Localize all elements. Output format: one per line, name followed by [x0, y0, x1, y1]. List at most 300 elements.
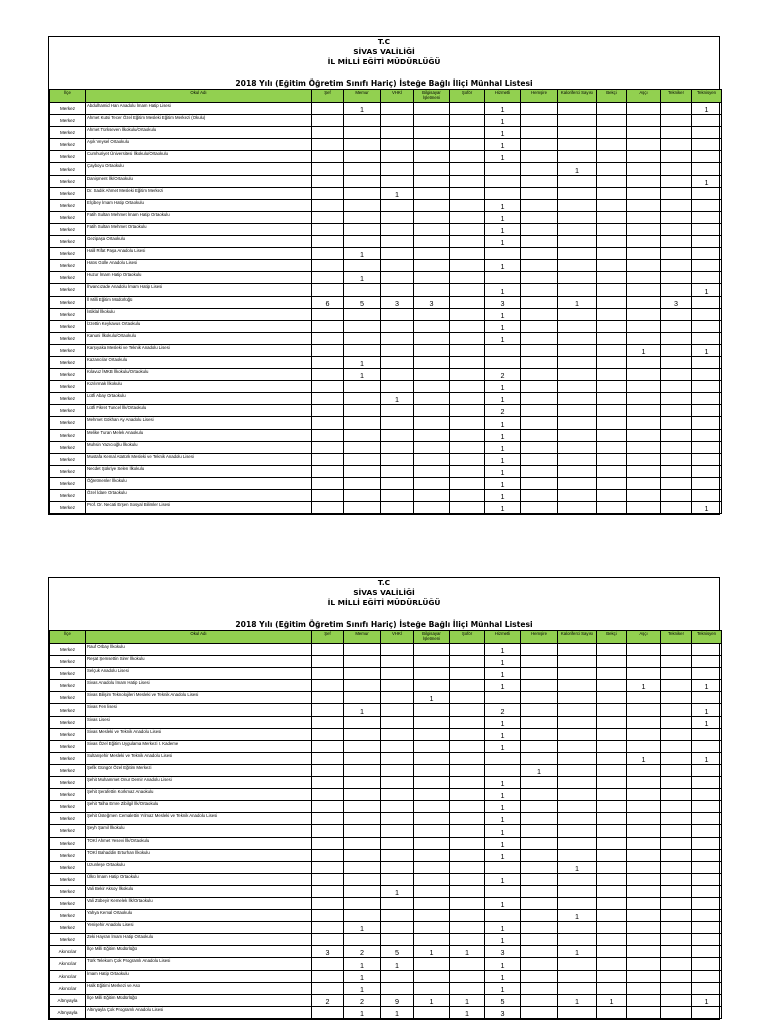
staff-count-cell [344, 139, 381, 151]
staff-count-cell [597, 825, 627, 837]
staff-count-cell: 1 [485, 139, 521, 151]
staff-count-cell [485, 272, 521, 284]
staff-count-cell [597, 417, 627, 429]
school-name-cell: İzzettin Keykavus Ortaokulu [86, 320, 312, 332]
school-name-cell: Lütfi Abay Ortaokulu [86, 393, 312, 405]
column-header-row [50, 631, 722, 644]
staff-count-cell [312, 825, 344, 837]
staff-count-cell [344, 885, 381, 897]
staff-count-cell [627, 236, 661, 248]
staff-count-cell [344, 740, 381, 752]
staff-count-cell: 1 [485, 740, 521, 752]
staff-count-cell [344, 260, 381, 272]
staff-count-cell [381, 728, 414, 740]
staff-count-cell: 1 [692, 103, 722, 115]
column-header: Bilgisayar İşletmeni [414, 90, 450, 103]
school-name-cell: Şehit Talha Emre Zibilgil İlk/Ortaokulu [86, 801, 312, 813]
staff-count-cell [692, 490, 722, 502]
column-header: İlçe [50, 631, 86, 644]
staff-count-cell [597, 502, 627, 514]
staff-count-cell [692, 465, 722, 477]
district-cell: Merkez [50, 873, 86, 885]
staff-count-cell [627, 982, 661, 994]
staff-count-cell [521, 740, 558, 752]
table-row [50, 272, 722, 284]
staff-count-cell [558, 199, 597, 211]
table-row [50, 502, 722, 514]
staff-count-cell [312, 704, 344, 716]
staff-count-cell [597, 777, 627, 789]
staff-count-cell [558, 175, 597, 187]
staff-count-cell [521, 429, 558, 441]
table-row [50, 897, 722, 909]
staff-count-cell [312, 764, 344, 776]
staff-count-cell [312, 405, 344, 417]
staff-count-cell [627, 115, 661, 127]
staff-count-cell [627, 163, 661, 175]
staff-count-cell [521, 789, 558, 801]
staff-count-cell [558, 284, 597, 296]
school-name-cell: Sivas Bilişim Teknolojileri Mesleki ve Teknik Anadolu Lisesi [86, 692, 312, 704]
staff-count-cell [597, 429, 627, 441]
staff-count-cell [692, 668, 722, 680]
column-header: Aşçı [627, 631, 661, 644]
staff-count-cell: 1 [558, 946, 597, 958]
staff-count-cell [344, 910, 381, 922]
staff-count-cell [414, 284, 450, 296]
staff-count-cell: 1 [344, 958, 381, 970]
staff-count-cell [661, 934, 692, 946]
table-row [50, 716, 722, 728]
staff-count-cell: 1 [485, 982, 521, 994]
staff-count-cell [661, 393, 692, 405]
staff-count-cell [381, 716, 414, 728]
staff-count-cell [312, 417, 344, 429]
header-valilik: SİVAS VALİLİĞİ [353, 47, 415, 56]
staff-count-cell [661, 175, 692, 187]
staff-count-cell [450, 369, 485, 381]
staff-count-cell [312, 248, 344, 260]
staff-count-cell [627, 849, 661, 861]
staff-count-cell [661, 1006, 692, 1018]
staff-count-cell [692, 417, 722, 429]
school-name-cell: Ahmet Kutsi Tecer Özel Eğitim Mesleki Eğitim Merkezi (Okulu) [86, 115, 312, 127]
staff-count-cell [597, 656, 627, 668]
school-name-cell: Karşıyaka Mesleki ve Teknik Anadolu Lisesi [86, 344, 312, 356]
staff-count-cell [521, 692, 558, 704]
staff-count-cell: 5 [381, 946, 414, 958]
staff-count-cell: 1 [692, 716, 722, 728]
staff-count-cell [344, 175, 381, 187]
staff-count-cell [312, 861, 344, 873]
staff-count-cell [692, 946, 722, 958]
staff-count-cell [558, 692, 597, 704]
staff-count-cell [661, 260, 692, 272]
staff-count-cell [521, 417, 558, 429]
staff-count-cell [661, 332, 692, 344]
staff-count-cell [692, 910, 722, 922]
staff-count-cell [414, 502, 450, 514]
staff-count-cell [661, 139, 692, 151]
staff-count-cell [312, 381, 344, 393]
staff-count-cell [312, 680, 344, 692]
munhal-table [49, 630, 722, 1019]
column-header: Şef [312, 90, 344, 103]
staff-count-cell [597, 1006, 627, 1018]
staff-count-cell [661, 801, 692, 813]
staff-count-cell [661, 502, 692, 514]
district-cell: Akıncılar [50, 958, 86, 970]
sheet-header [49, 37, 719, 89]
staff-count-cell [558, 223, 597, 235]
staff-count-cell [381, 910, 414, 922]
staff-count-cell [381, 429, 414, 441]
staff-count-cell: 1 [692, 502, 722, 514]
staff-count-cell [312, 429, 344, 441]
staff-count-cell [521, 849, 558, 861]
staff-count-cell [597, 970, 627, 982]
staff-count-cell [381, 344, 414, 356]
district-cell: Merkez [50, 477, 86, 489]
staff-count-cell [414, 825, 450, 837]
staff-count-cell [692, 139, 722, 151]
staff-count-cell [521, 1006, 558, 1018]
staff-count-cell [414, 103, 450, 115]
staff-count-cell [381, 897, 414, 909]
staff-count-cell [312, 139, 344, 151]
district-cell: Merkez [50, 740, 86, 752]
staff-count-cell [344, 284, 381, 296]
school-name-cell: Türk Telekom Çok Programlı Anadolu Lisesi [86, 958, 312, 970]
table-row [50, 704, 722, 716]
staff-count-cell [312, 970, 344, 982]
staff-count-cell [450, 429, 485, 441]
staff-count-cell [661, 994, 692, 1006]
staff-count-cell [521, 139, 558, 151]
staff-count-cell [344, 477, 381, 489]
staff-count-cell [521, 223, 558, 235]
staff-count-cell: 1 [485, 958, 521, 970]
staff-count-cell [450, 873, 485, 885]
staff-count-cell [558, 332, 597, 344]
header-spacer [49, 608, 719, 619]
table-row [50, 934, 722, 946]
district-cell: Merkez [50, 332, 86, 344]
staff-count-cell [312, 187, 344, 199]
staff-count-cell: 3 [485, 946, 521, 958]
staff-count-cell [381, 236, 414, 248]
staff-count-cell: 1 [485, 429, 521, 441]
staff-count-cell [414, 922, 450, 934]
staff-count-cell [661, 163, 692, 175]
staff-count-cell [627, 308, 661, 320]
staff-count-cell [692, 922, 722, 934]
staff-count-cell: 1 [627, 752, 661, 764]
staff-count-cell [521, 958, 558, 970]
staff-count-cell [414, 728, 450, 740]
staff-count-cell [692, 199, 722, 211]
staff-count-cell: 5 [344, 296, 381, 308]
staff-count-cell: 1 [558, 910, 597, 922]
staff-count-cell: 1 [485, 777, 521, 789]
staff-count-cell [414, 789, 450, 801]
staff-count-cell [414, 656, 450, 668]
school-name-cell: Sultanşehir Mesleki ve Teknik Anadolu Lisesi [86, 752, 312, 764]
school-name-cell: Mehmet Gökhan Ay Anadolu Lisesi [86, 417, 312, 429]
staff-count-cell [661, 115, 692, 127]
staff-count-cell [692, 272, 722, 284]
staff-count-cell [661, 127, 692, 139]
staff-count-cell [344, 752, 381, 764]
staff-count-cell [521, 175, 558, 187]
staff-count-cell [450, 837, 485, 849]
staff-count-cell [312, 692, 344, 704]
staff-count-cell [521, 296, 558, 308]
staff-count-cell [414, 248, 450, 260]
staff-count-cell [692, 453, 722, 465]
staff-count-cell [381, 369, 414, 381]
staff-count-cell [381, 752, 414, 764]
table-row [50, 752, 722, 764]
staff-count-cell [558, 885, 597, 897]
staff-count-cell: 3 [381, 296, 414, 308]
staff-count-cell [597, 813, 627, 825]
staff-count-cell [450, 910, 485, 922]
staff-count-cell [312, 344, 344, 356]
column-header: İlçe [50, 90, 86, 103]
school-name-cell: Fatih Sultan Mehmet Ortaokulu [86, 223, 312, 235]
district-cell: Merkez [50, 813, 86, 825]
column-header: Hizmetli [485, 631, 521, 644]
staff-count-cell [450, 861, 485, 873]
staff-count-cell [627, 934, 661, 946]
staff-count-cell [627, 837, 661, 849]
staff-count-cell: 1 [485, 284, 521, 296]
staff-count-cell [692, 813, 722, 825]
staff-count-cell: 1 [344, 970, 381, 982]
district-cell: Merkez [50, 260, 86, 272]
school-name-cell: Aşık Veysel Ortaokulu [86, 139, 312, 151]
staff-count-cell [558, 490, 597, 502]
staff-count-cell [692, 223, 722, 235]
staff-count-cell [692, 825, 722, 837]
staff-count-cell [692, 211, 722, 223]
staff-count-cell [521, 837, 558, 849]
staff-count-cell [312, 716, 344, 728]
district-cell: Altınyayla [50, 1006, 86, 1018]
district-cell: Merkez [50, 704, 86, 716]
staff-count-cell: 9 [381, 994, 414, 1006]
staff-count-cell [344, 381, 381, 393]
table-row [50, 825, 722, 837]
staff-count-cell [381, 103, 414, 115]
staff-count-cell [312, 223, 344, 235]
staff-count-cell [381, 873, 414, 885]
staff-count-cell: 1 [485, 873, 521, 885]
school-name-cell: Çayboyu Ortaokulu [86, 163, 312, 175]
table-row [50, 668, 722, 680]
staff-count-cell [312, 777, 344, 789]
staff-count-cell [661, 885, 692, 897]
staff-count-cell [627, 441, 661, 453]
staff-count-cell [414, 861, 450, 873]
school-name-cell: Kızılırmak İlkokulu [86, 381, 312, 393]
staff-count-cell [558, 801, 597, 813]
staff-count-cell [450, 417, 485, 429]
staff-count-cell: 1 [414, 946, 450, 958]
staff-count-cell [558, 441, 597, 453]
staff-count-cell [597, 728, 627, 740]
district-cell: Merkez [50, 308, 86, 320]
staff-count-cell [381, 248, 414, 260]
munhal-list-sheet-1 [48, 36, 720, 515]
school-name-cell: Yahya Kemal Ortaokulu [86, 910, 312, 922]
column-header: Tekniker [661, 90, 692, 103]
staff-count-cell [627, 704, 661, 716]
staff-count-cell [558, 369, 597, 381]
staff-count-cell [661, 680, 692, 692]
staff-count-cell [521, 369, 558, 381]
staff-count-cell [312, 873, 344, 885]
staff-count-cell: 2 [344, 994, 381, 1006]
staff-count-cell [661, 187, 692, 199]
staff-count-cell [597, 982, 627, 994]
district-cell: Merkez [50, 127, 86, 139]
staff-count-cell [414, 668, 450, 680]
district-cell: Merkez [50, 764, 86, 776]
staff-count-cell [381, 680, 414, 692]
staff-count-cell: 3 [485, 296, 521, 308]
staff-count-cell [627, 1006, 661, 1018]
staff-count-cell [450, 139, 485, 151]
school-name-cell: Zeki Hayran İmam Hatip Ortaokulu [86, 934, 312, 946]
staff-count-cell [381, 490, 414, 502]
staff-count-cell [558, 308, 597, 320]
table-row [50, 163, 722, 175]
staff-count-cell [414, 199, 450, 211]
staff-count-cell [597, 801, 627, 813]
staff-count-cell: 1 [485, 668, 521, 680]
staff-count-cell [627, 139, 661, 151]
district-cell: Akıncılar [50, 982, 86, 994]
staff-count-cell: 1 [485, 236, 521, 248]
staff-count-cell: 1 [485, 381, 521, 393]
staff-count-cell [627, 381, 661, 393]
staff-count-cell [692, 728, 722, 740]
staff-count-cell [344, 115, 381, 127]
staff-count-cell [450, 151, 485, 163]
staff-count-cell [381, 115, 414, 127]
staff-count-cell [692, 849, 722, 861]
staff-count-cell: 1 [692, 284, 722, 296]
staff-count-cell [450, 764, 485, 776]
staff-count-cell [521, 777, 558, 789]
staff-count-cell [597, 296, 627, 308]
staff-count-cell [558, 429, 597, 441]
staff-count-cell [692, 248, 722, 260]
table-row [50, 151, 722, 163]
staff-count-cell [627, 668, 661, 680]
staff-count-cell [485, 344, 521, 356]
staff-count-cell [450, 187, 485, 199]
staff-count-cell [661, 764, 692, 776]
table-row [50, 490, 722, 502]
staff-count-cell [312, 477, 344, 489]
staff-count-cell [414, 490, 450, 502]
staff-count-cell [344, 789, 381, 801]
school-name-cell: Şeyh Şamil İlkokulu [86, 825, 312, 837]
district-cell: Merkez [50, 490, 86, 502]
staff-count-cell [414, 644, 450, 656]
staff-count-cell [692, 477, 722, 489]
staff-count-cell [627, 946, 661, 958]
district-cell: Merkez [50, 236, 86, 248]
staff-count-cell [521, 187, 558, 199]
table-row [50, 922, 722, 934]
school-name-cell: Şefik Güngör Özel Eğitim Merkezi [86, 764, 312, 776]
staff-count-cell [597, 103, 627, 115]
staff-count-cell [692, 393, 722, 405]
staff-count-cell [414, 127, 450, 139]
staff-count-cell [521, 490, 558, 502]
staff-count-cell: 1 [344, 272, 381, 284]
staff-count-cell [627, 490, 661, 502]
staff-count-cell [414, 260, 450, 272]
staff-count-cell [381, 211, 414, 223]
staff-count-cell [692, 764, 722, 776]
table-row [50, 946, 722, 958]
staff-count-cell [312, 211, 344, 223]
staff-count-cell [414, 441, 450, 453]
list-title: 2018 Yılı (Eğitim Öğretim Sınıfı Hariç) İsteğe Bağlı İliçi Münhal Listesi [235, 620, 533, 629]
staff-count-cell [692, 801, 722, 813]
staff-count-cell [381, 764, 414, 776]
staff-count-cell: 2 [312, 994, 344, 1006]
staff-count-cell [312, 453, 344, 465]
district-cell: Merkez [50, 728, 86, 740]
table-row [50, 861, 722, 873]
staff-count-cell [627, 260, 661, 272]
staff-count-cell [414, 308, 450, 320]
staff-count-cell [312, 320, 344, 332]
table-row [50, 344, 722, 356]
staff-count-cell [627, 127, 661, 139]
table-row [50, 910, 722, 922]
column-header: Bilgisayar İşletmeni [414, 631, 450, 644]
staff-count-cell [450, 296, 485, 308]
school-name-cell: Sivas Fen lisesi [86, 704, 312, 716]
staff-count-cell [312, 151, 344, 163]
staff-count-cell [414, 777, 450, 789]
staff-count-cell [627, 861, 661, 873]
staff-count-cell [692, 296, 722, 308]
staff-count-cell [485, 187, 521, 199]
district-cell: Merkez [50, 115, 86, 127]
staff-count-cell [450, 668, 485, 680]
staff-count-cell: 2 [485, 369, 521, 381]
table-row [50, 728, 722, 740]
staff-count-cell [558, 789, 597, 801]
staff-count-cell [414, 716, 450, 728]
staff-count-cell [312, 199, 344, 211]
staff-count-cell [381, 465, 414, 477]
school-name-cell: Abdulhamid Han Anadolu İmam Hatip Lisesi [86, 103, 312, 115]
staff-count-cell [312, 127, 344, 139]
staff-count-cell [450, 740, 485, 752]
staff-count-cell [661, 740, 692, 752]
staff-count-cell [450, 381, 485, 393]
staff-count-cell [627, 211, 661, 223]
